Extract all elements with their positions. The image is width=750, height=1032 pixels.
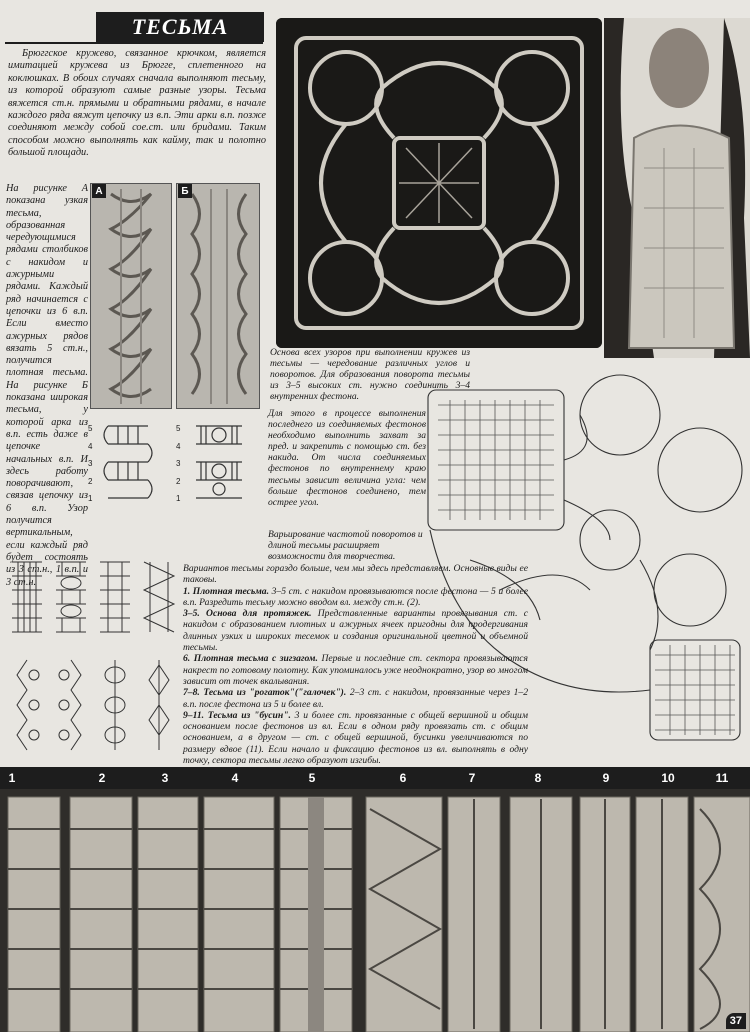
samples-number-bar — [0, 767, 750, 789]
row-number: 5 — [88, 424, 93, 433]
variant-item — [183, 608, 528, 653]
sample-number: 3 — [161, 771, 169, 785]
variant-heading: 7–8. Тесьма из "рогаток"("галочек"). — [183, 687, 347, 699]
lace-photo-a — [90, 183, 172, 409]
samples-photo-row — [0, 789, 750, 1032]
model-photo — [604, 18, 750, 358]
row-number: 4 — [88, 441, 93, 451]
row-numbers-a — [88, 420, 98, 508]
sample-number: 6 — [399, 771, 407, 785]
variant-heading: 6. Плотная тесьма с зигзагом. — [183, 653, 318, 665]
sample-number: 7 — [468, 771, 476, 785]
variant-item — [183, 687, 528, 710]
row-number: 1 — [88, 494, 93, 503]
variant-heading: 3–5. Основа для протяжек. — [183, 608, 312, 620]
crochet-diagram-b — [176, 418, 262, 504]
title-divider — [5, 42, 263, 44]
sample-number: 1 — [8, 771, 16, 785]
sample-number: 8 — [534, 771, 542, 785]
lace-photo-b — [176, 183, 260, 409]
sample-number: 11 — [715, 771, 729, 785]
row-number: 3 — [88, 459, 93, 468]
page-number: 37 — [726, 1013, 746, 1029]
figure-label-a: А — [92, 184, 106, 198]
sample-number: 5 — [308, 771, 316, 785]
lace-square-photo — [276, 18, 602, 348]
sample-number: 10 — [661, 771, 675, 785]
variant-item — [183, 653, 528, 687]
variant-body: Первые и последние ст. сектора провязываются накрест по готовому полотну. Как упоминалось уже неоднократно, узор во многом зависит от точек вкалывания. — [183, 653, 528, 687]
figure-label-b: Б — [178, 184, 192, 198]
row-numbers-b — [176, 420, 186, 508]
variants-intro: Вариантов тесьмы гораздо больше, чем мы здесь представляем. Основные виды ее таковы. — [183, 563, 528, 586]
caption-turns: Основа всех узоров при выполнении кружев из тесьмы — чередование различных углов и поворотов. Для образования поворота тесьмы из 3–5 высоких ст. нужно соединить 3–4 внутренних фестона. — [270, 347, 470, 402]
row-number: 3 — [176, 459, 181, 468]
variant-body: Представленные варианты провязывания ст. с накидом с образованием плотных и ажурных ячеек пригодны для продергивания длинных узких и широких тесемок и создания оригинальной цветной и объемной тесьмы. — [183, 608, 528, 654]
variant-body: 2–3 ст. с накидом, провязанные через 1–2 в.п. после фестона из 5 и более вл. — [183, 687, 528, 710]
sample-number: 2 — [98, 771, 106, 785]
variant-item — [183, 586, 528, 609]
variant-body: 3–5 ст. с накидом провязываются после фестона — 5 и более в.п. Разредить тесьму можно вводом вл. между ст.н. (2). — [183, 585, 528, 608]
variant-diagrams — [4, 556, 180, 756]
page-title: ТЕСЬМА — [96, 12, 264, 42]
crochet-diagram-a — [88, 418, 174, 504]
variant-heading: 1. Плотная тесьма. — [183, 585, 269, 597]
row-number: 1 — [176, 494, 181, 503]
row-number: 2 — [176, 476, 181, 486]
variant-body: 3 и более ст. провязанные с общей вершиной и общим основанием после фестонов из вл. Если в одном ряду провязать ст. с общим основанием, а в другом — ст. с общей вершиной, бусинки увеличиваются по размеру вдвое (11). Если начало и фиксацию фестонов из вл. выполнять в одну точку, сектора тесьмы легко образуют изгибы. — [183, 709, 528, 767]
row-number: 5 — [176, 424, 181, 433]
left-column-text: На рисунке А показана узкая тесьма, образованная чередующимися рядами столбиков с накидом и ажурными рядами. Каждый ряд начинается с цепочки из 6 в.п. Если вместо ажурных рядов вязать 5 ст.н., получится плотная тесьма. На рисунке Б показана широкая тесьма, у которой арка из в.п. есть даже в цепочке начальных в.п. И здесь работу поворачивают, связав цепочку из 6 в.п. Узор получится вертикальным, если каждый ряд будет состоять из 3 ст.н., 1 в.п. и 3 ст.н. — [6, 183, 88, 588]
caption-variation: Варьирование частотой поворотов и длиной тесьмы расширяет возможности для творчества. — [268, 529, 423, 563]
caption-joining: Для этого в процессе выполнения последнего из соединяемых фестонов необходимо выполнить захват за пред. и закрепить с помощью ст. без накида. От числа соединяемых фестонов по внутреннему краю тесьмы зависит величина угла: чем больше фестонов соединено, тем острее угол. — [268, 408, 426, 508]
variant-heading: 9–11. Тесьма из "бусин". — [183, 709, 291, 721]
sample-number: 4 — [231, 771, 239, 785]
intro-text: Брюггское кружево, связанное крючком, является имитацией кружева из Брюгге, сплетенного на коклюшках. В обоих случаях сначала выполняют тесьму, из которой образуют самые разные узоры. Тесьма вяжется ст.н. прямыми и обратными рядами, в начале каждого ряда вяжут цепочку из в.п. Эти арки в.п. позже соединяют между собой сое.ст. или бридами. Таким способом можно выполнять как кайму, так и полотно большой площади. — [8, 48, 266, 159]
row-number: 2 — [88, 476, 93, 486]
variant-item — [183, 710, 528, 766]
row-number: 4 — [176, 441, 181, 451]
sample-number: 9 — [602, 771, 610, 785]
variants-text — [183, 563, 528, 766]
